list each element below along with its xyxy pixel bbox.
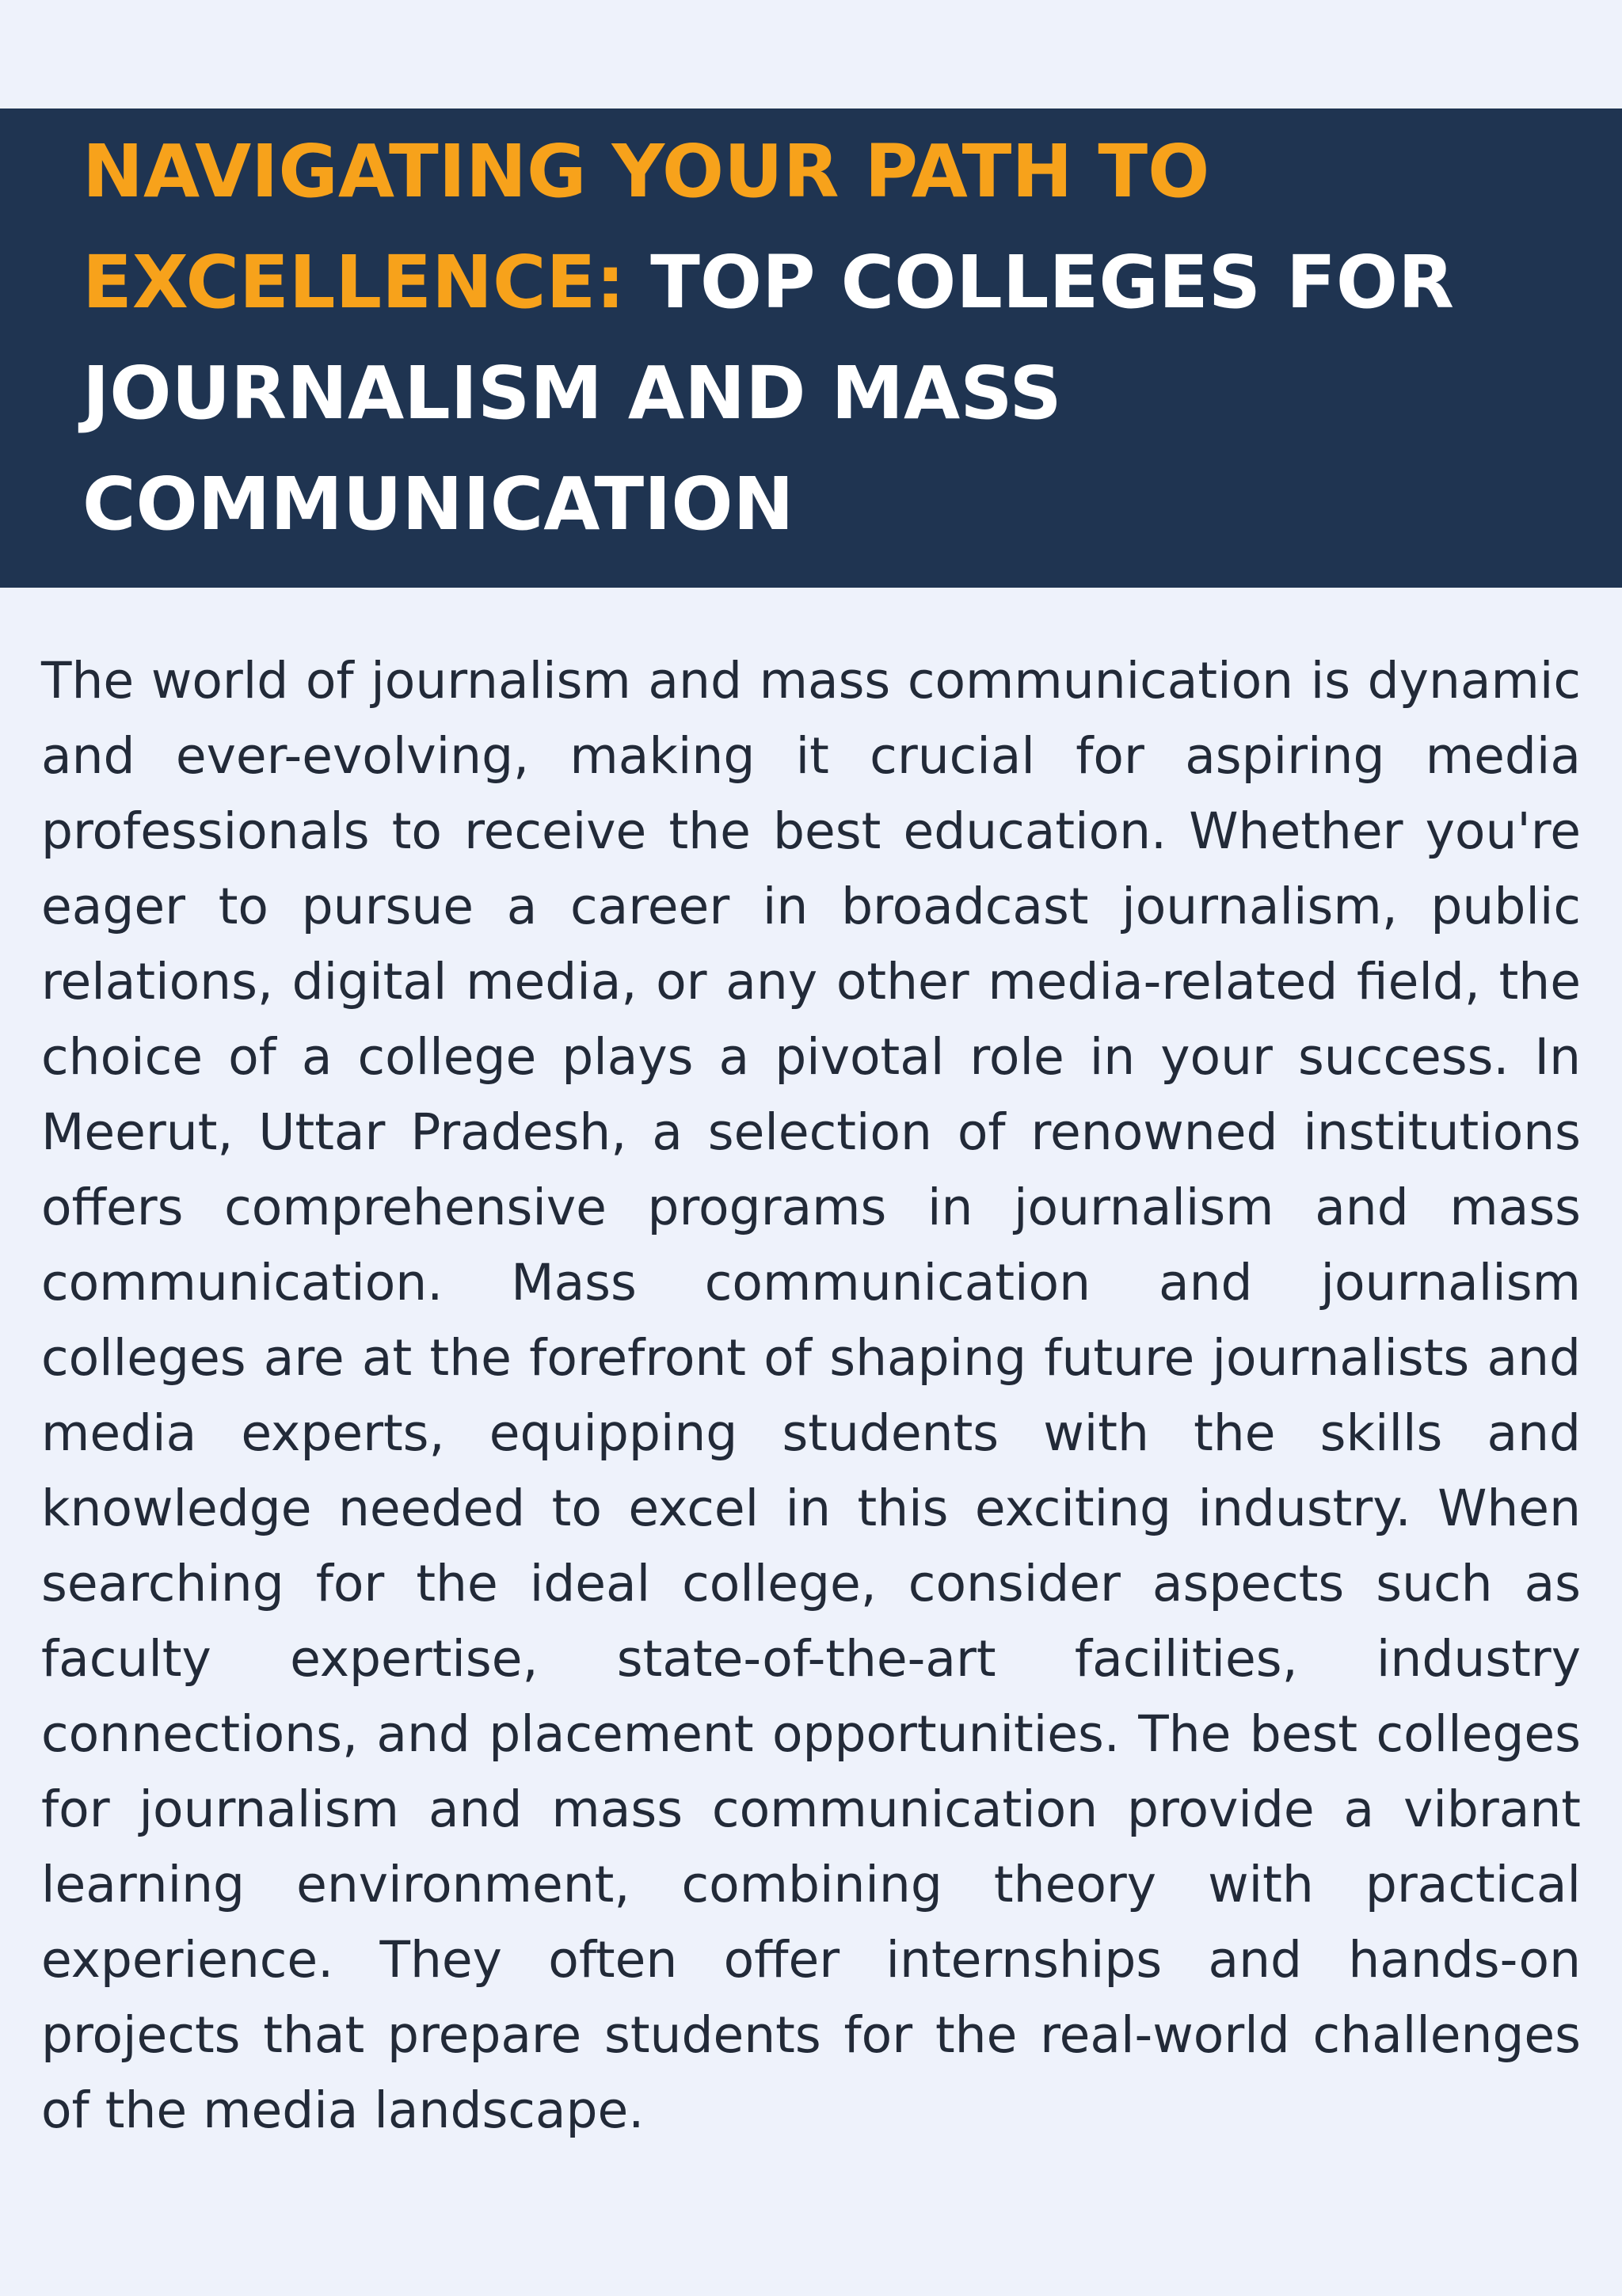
article-paragraph: The world of journalism and mass communication is dynamic and ever-evolving, making it crucial for aspiring media professionals to receive the best education. Whether you're eager to pursue a career in broadcast journalism, public relations, digital media, or any other media-related field, the choice of a college plays a pivotal role in your success. In Meerut, Uttar Pradesh, a selection of renowned institutions offers comprehensive programs in journalism and mass communication. Mass communication and journalism colleges are at the forefront of shaping future journalists and media experts, equipping students with the skills and knowledge needed to excel in this exciting industry. When searching for the ideal college, consider aspects such as faculty expertise, state-of-the-art facilities, industry connections, and placement opportunities. The best colleges for journalism and mass communication provide a vibrant learning environment, combining theory with practical experience. They often offer internships and hands-on projects that prepare students for the real-world challenges of the media landscape.	[41, 652, 1581, 2139]
title-banner	[0, 109, 1622, 588]
page-title	[82, 116, 1559, 560]
title-rest: TOP COLLEGES FOR JOURNALISM AND MASS COMMUNICATION	[82, 240, 1454, 546]
title-accent: NAVIGATING YOUR PATH TO EXCELLENCE:	[82, 129, 1210, 325]
